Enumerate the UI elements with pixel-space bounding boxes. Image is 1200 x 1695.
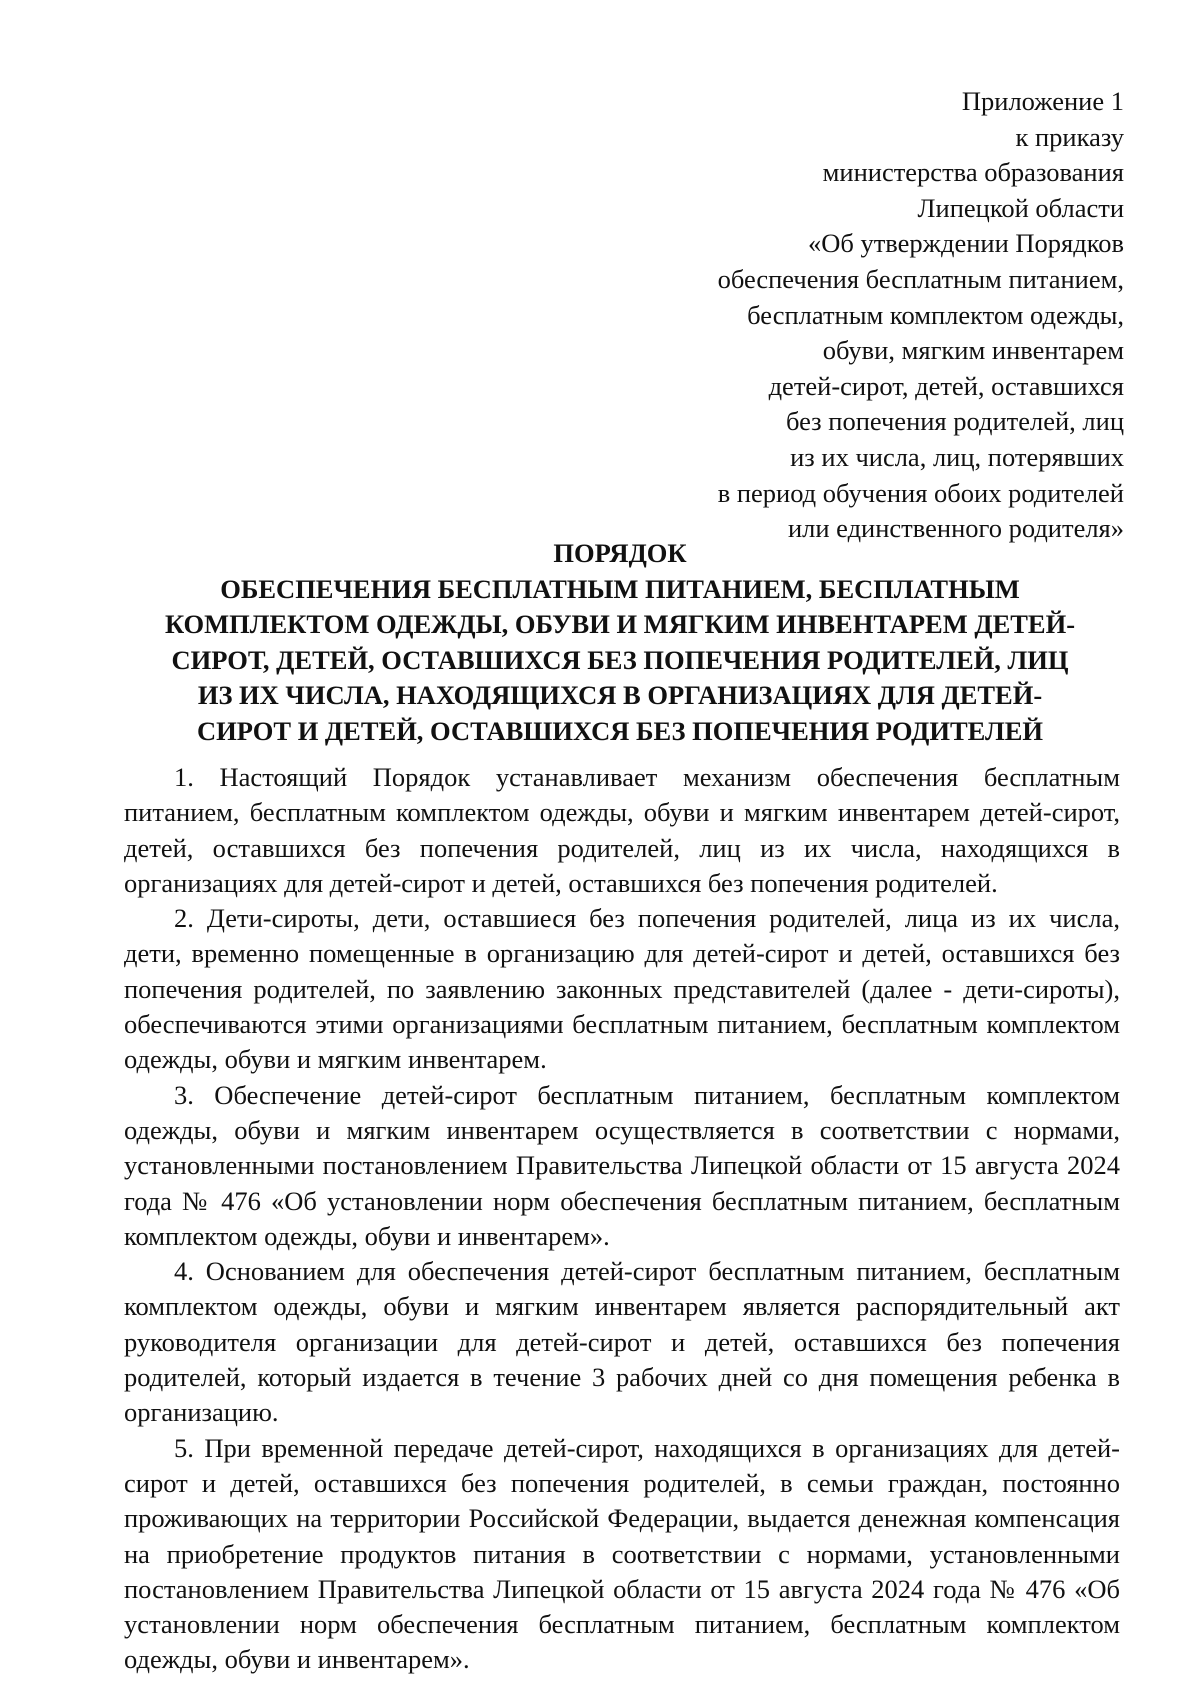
title-line: ИЗ ИХ ЧИСЛА, НАХОДЯЩИХСЯ В ОРГАНИЗАЦИЯХ ДЛЯ ДЕТЕЙ- [197,680,1043,710]
paragraph-1: 1. Настоящий Порядок устанавливает механизм обеспечения бесплатным питанием, бесплатным комплектом одежды, обуви и мягким инвентарем детей-сирот, детей, оставшихся без попечения родителей, лиц из их числа, находящихся в организациях для детей-сирот и детей, оставшихся без попечения родителей. [124,762,1120,898]
appendix-line: без попечения родителей, лиц [785,406,1124,437]
appendix-line: министерства образования [822,157,1124,188]
paragraph-3: 3. Обеспечение детей-сирот бесплатным питанием, бесплатным комплектом одежды, обуви и мягким инвентарем осуществляется в соответствии с нормами, установленными постановлением Правительства Липецкой области от 15 августа 2024 года № 476 «Об установлении норм обеспечения бесплатным питанием, бесплатным комплектом одежды, обуви и инвентарем». [124,1079,1120,1251]
appendix-line: детей-сирот, детей, оставшихся [768,370,1124,401]
appendix-line: обуви, мягким инвентарем [822,335,1124,366]
appendix-line: бесплатным комплектом одежды, [747,299,1124,330]
title-line: СИРОТ, ДЕТЕЙ, ОСТАВШИХСЯ БЕЗ ПОПЕЧЕНИЯ РОДИТЕЛЕЙ, ЛИЦ [171,644,1069,675]
appendix-header [604,84,1124,547]
appendix-line: из их числа, лиц, потерявших [790,441,1124,472]
paragraph-5: 5. При временной передаче детей-сирот, находящихся в организациях для детей-сирот и детей, оставшихся без попечения родителей, в семьи граждан, постоянно проживающих на территории Российской Федерации, выдается денежная компенсация на приобретение продуктов питания в соответствии с нормами, установленными постановлением Правительства Липецкой области от 15 августа 2024 года № 476 «Об установлении норм обеспечения бесплатным питанием, бесплатным комплектом одежды, обуви и инвентарем». [124,1432,1120,1675]
appendix-line: или единственного родителя» [787,513,1124,544]
appendix-line: в период обучения обоих родителей [717,477,1124,508]
appendix-line: Липецкой области [917,192,1124,223]
document-body [124,760,1120,1678]
title-line: КОМПЛЕКТОМ ОДЕЖДЫ, ОБУВИ И МЯГКИМ ИНВЕНТАРЕМ ДЕТЕЙ- [164,609,1076,639]
appendix-line: Приложение 1 [961,86,1124,116]
paragraph-2: 2. Дети-сироты, дети, оставшиеся без попечения родителей, лица из их числа, дети, временно помещенные в организацию для детей-сирот и детей, оставшихся без попечения родителей, по заявлению законных представителей (далее - дети-сироты), обеспечиваются этими организациями бесплатным питанием, бесплатным комплектом одежды, обуви и мягким инвентарем. [124,903,1120,1075]
title-line: СИРОТ И ДЕТЕЙ, ОСТАВШИХСЯ БЕЗ ПОПЕЧЕНИЯ РОДИТЕЛЕЙ [197,715,1043,746]
document-title [118,536,1122,749]
title-line: ОБЕСПЕЧЕНИЯ БЕСПЛАТНЫМ ПИТАНИЕМ, БЕСПЛАТНЫМ [220,573,1020,604]
paragraph-4: 4. Основанием для обеспечения детей-сирот бесплатным питанием, бесплатным комплектом одежды, обуви и мягким инвентарем является распорядительный акт руководителя организации для детей-сирот и детей, оставшихся без попечения родителей, который издается в течение 3 рабочих дней со дня помещения ребенка в организацию. [124,1256,1120,1428]
appendix-line: обеспечения бесплатным питанием, [717,263,1124,294]
appendix-line: к приказу [1015,121,1124,152]
title-line: ПОРЯДОК [553,538,687,568]
appendix-line: «Об утверждении Порядков [807,228,1124,259]
